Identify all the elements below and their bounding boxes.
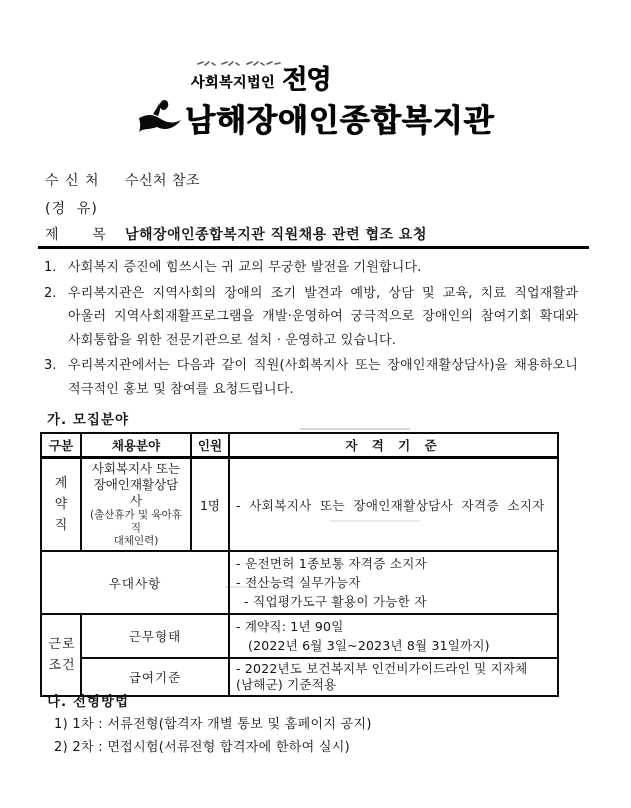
qualification-cell: - 사회복지사 또는 장애인재활상담사 자격증 소지자 <box>229 458 558 552</box>
item-number: 1. <box>44 260 57 275</box>
foundation-type-label: 사회복지법인 <box>190 75 275 91</box>
field-cell <box>81 458 191 552</box>
body-text-line: 아울러 지역사회재활프로그램을 개발·운영하여 궁극적으로 장애인의 참여기회 확대와 <box>68 309 578 324</box>
col-header-qualification: 자 격 기 준 <box>229 433 558 458</box>
salary-line: - 2022년도 보건복지부 인건비가이드라인 및 지자체 <box>236 661 528 676</box>
body-item-1 <box>44 256 581 280</box>
logo-tagline-script <box>195 58 287 68</box>
col-header-count: 인원 <box>191 433 229 458</box>
body-text-line: 우리복지관에서는 다음과 같이 직원(사회복지사 또는 장애인재활상담사)을 채용하오니 <box>68 358 578 373</box>
work-type-row <box>41 614 558 658</box>
recruitment-table <box>40 432 559 697</box>
section-a-title: 가. 모집분야 <box>47 412 130 428</box>
scan-smudge <box>225 586 295 588</box>
body-item-2 <box>44 282 581 353</box>
recipient-value: 수신처 참조 <box>125 173 201 189</box>
work-condition-vertical-text: 근로조건 <box>48 637 76 673</box>
preference-item: - 직업평가도구 활용이 가능한 자 <box>244 594 427 609</box>
subject-row <box>45 224 427 244</box>
logo-top-block <box>190 58 331 95</box>
work-type-detail-cell <box>229 614 558 658</box>
scan-smudge <box>330 520 420 522</box>
field-line: 사회복지사 또는 <box>91 461 181 476</box>
preference-label-cell: 우대사항 <box>41 551 229 614</box>
recipient-row <box>45 170 200 190</box>
preference-item: - 운전면허 1종보통 자격증 소지자 <box>236 556 428 571</box>
category-vertical-text: 계약직 <box>54 476 68 533</box>
work-type-label-cell: 근무형태 <box>81 614 229 658</box>
body-text-line: 사회통합을 위한 전문기관으로 설치 · 운영하고 있습니다. <box>68 332 397 348</box>
field-note-line: (출산휴가 및 육아휴직 <box>90 509 182 534</box>
contract-row <box>41 458 558 552</box>
salary-detail-cell <box>229 658 558 696</box>
salary-label-cell: 급여기준 <box>81 658 229 696</box>
field-note-line: 대체인력) <box>113 535 159 547</box>
selection-step-2: 2) 2차 : 면접시험(서류전형 합격자에 한하여 실시) <box>54 740 350 755</box>
item-number: 2. <box>44 285 57 301</box>
via-row <box>45 198 125 218</box>
headcount-cell: 1명 <box>191 458 229 552</box>
preference-items-cell <box>229 551 558 614</box>
section-b-title: 나. 전형방법 <box>47 694 130 710</box>
category-cell <box>41 458 81 552</box>
body-paragraphs <box>44 256 581 403</box>
person-logo-icon <box>137 96 183 140</box>
preference-item: - 전산능력 실무가능자 <box>236 575 361 590</box>
selection-step-1: 1) 1차 : 서류전형(합격자 개별 통보 및 홈페이지 공지) <box>54 717 372 732</box>
table-header-row <box>41 433 558 458</box>
center-name-title: 남해장애인종합복지관 <box>184 103 495 139</box>
work-type-line: (2022년 6월 3일~2023년 8월 31일까지) <box>248 638 490 653</box>
scan-smudge <box>300 428 410 430</box>
work-condition-category-cell <box>41 614 81 696</box>
subject-label: 제 목 <box>45 227 107 243</box>
work-type-line: - 계약직: 1년 90일 <box>236 619 344 634</box>
body-text-line: 적극적인 홍보 및 참여를 요청드립니다. <box>68 381 294 397</box>
field-line: 장애인재활상담사 <box>93 477 179 508</box>
item-number: 3. <box>44 358 57 373</box>
org-logo <box>0 58 631 140</box>
foundation-name <box>190 65 331 95</box>
body-item-3 <box>44 354 581 401</box>
salary-line: (남해군) 기준적용 <box>236 677 337 692</box>
preference-row <box>41 551 558 614</box>
body-text-line: 우리복지관은 지역사회의 장애의 조기 발견과 예방, 상담 및 교육, 치료 직업재활과 <box>68 285 578 301</box>
header-divider <box>38 246 589 249</box>
subject-value: 남해장애인종합복지관 직원채용 관련 협조 요청 <box>125 227 427 243</box>
via-label: (경 유) <box>45 201 98 217</box>
foundation-name-logo: 전영 <box>281 65 331 95</box>
recipient-label: 수 신 처 <box>45 173 100 189</box>
center-name-block <box>137 95 494 140</box>
body-text-line: 사회복지 증진에 힘쓰시는 귀 교의 무궁한 발전을 기원합니다. <box>68 260 422 275</box>
col-header-category: 구분 <box>41 433 81 458</box>
col-header-field: 채용분야 <box>81 433 191 458</box>
